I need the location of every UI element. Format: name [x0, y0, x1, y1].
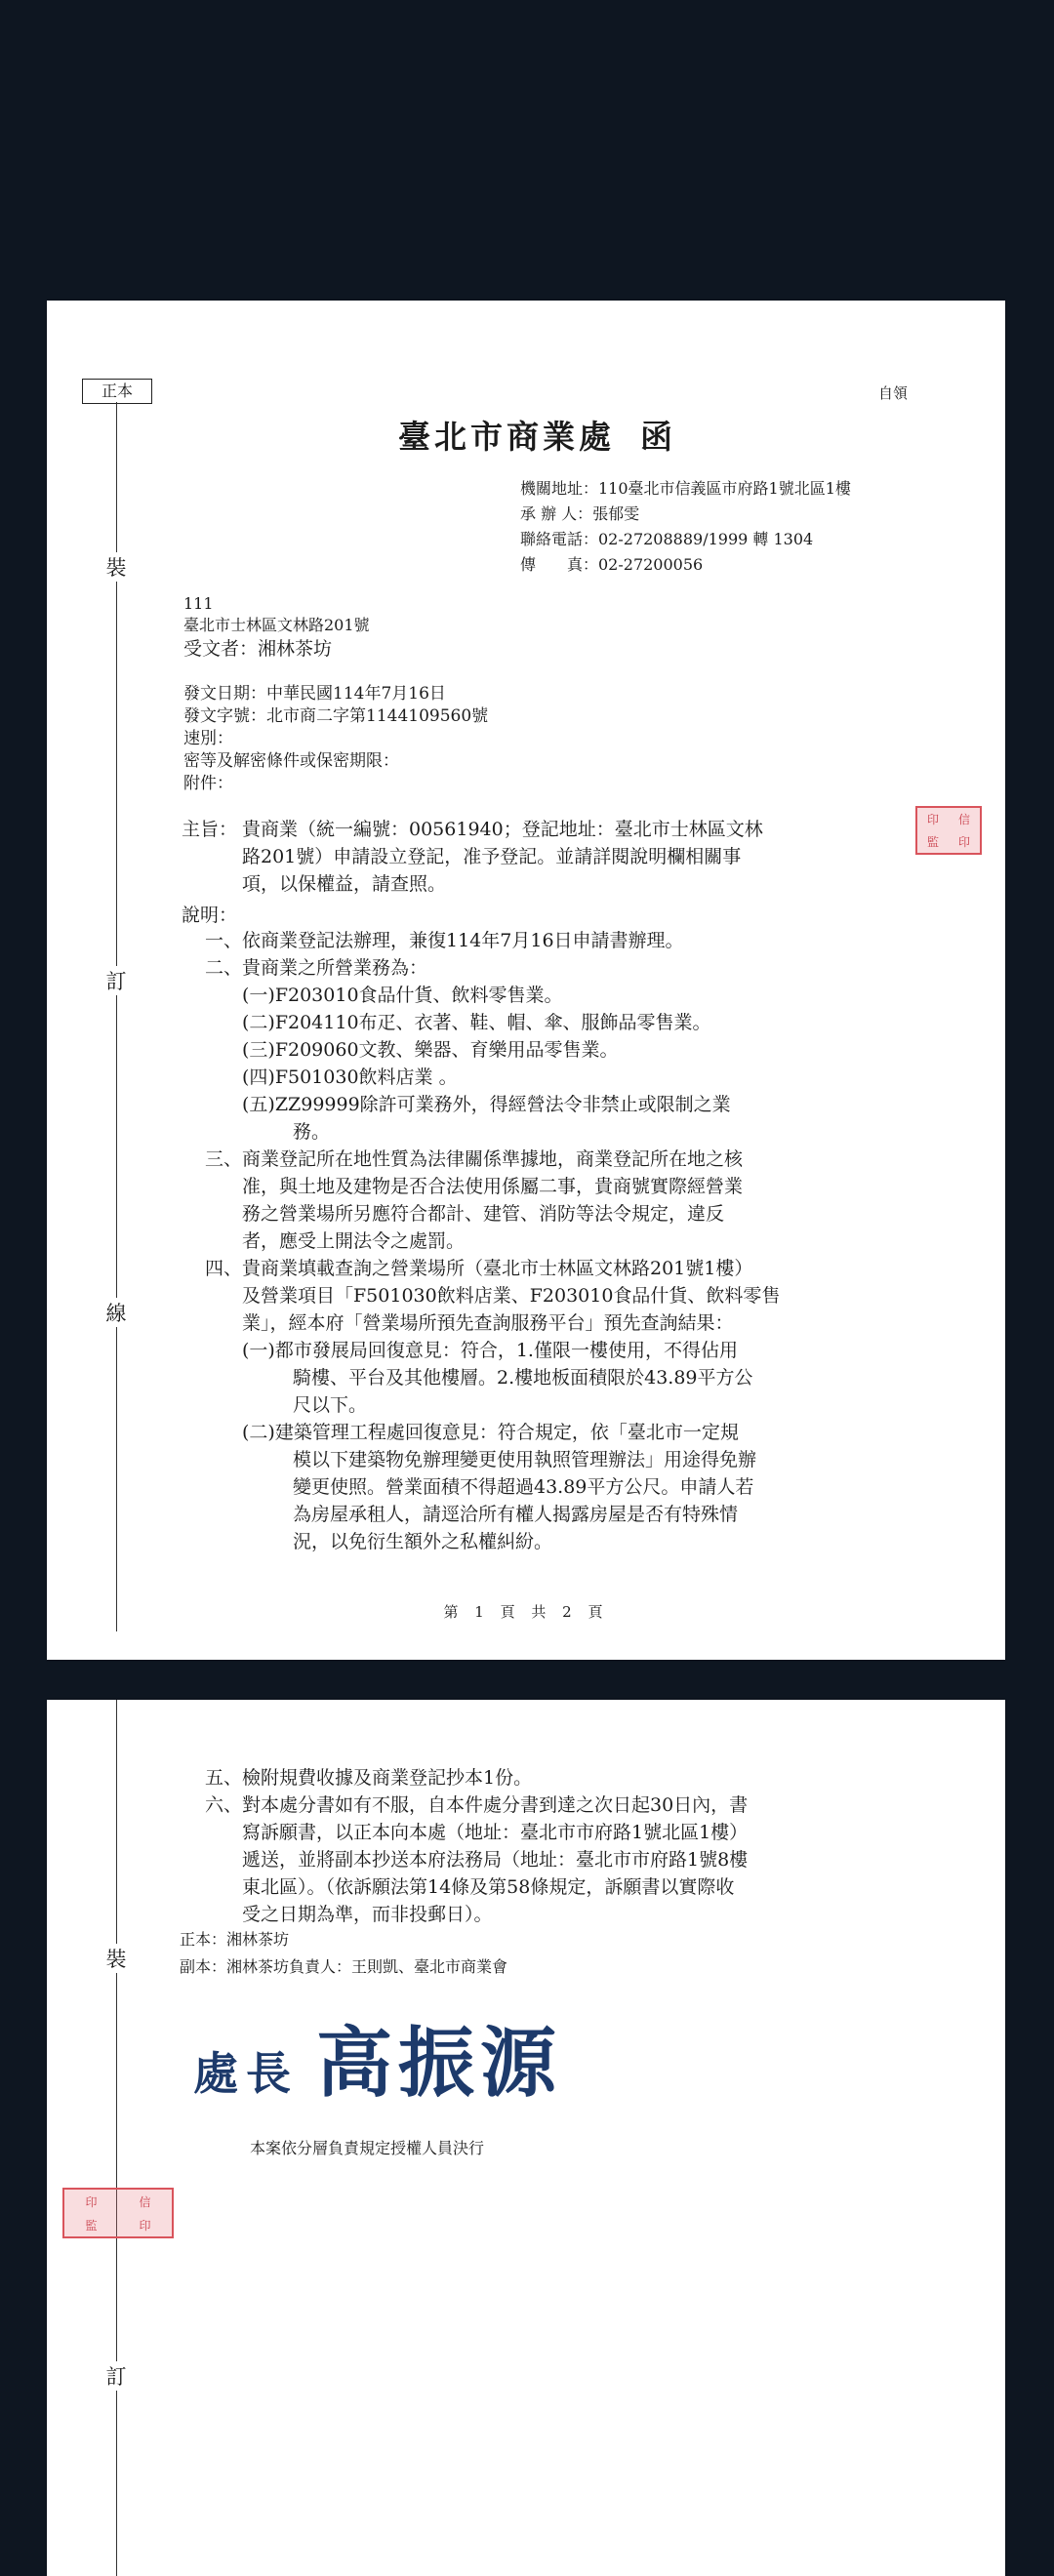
document-meta — [183, 683, 488, 795]
explanation-line: 務。 — [293, 1121, 331, 1143]
explanation-line: (一)都市發展局回復意見：符合，1.僅限一樓使用，不得佔用 — [242, 1340, 738, 1361]
signature-name: 高振源 — [316, 2019, 563, 2108]
document-title — [398, 412, 676, 458]
subject-text — [242, 816, 763, 898]
document-page-2 — [47, 1700, 1005, 2576]
binding-mark-zhuang: 裝 — [101, 1944, 132, 1973]
subject-line: 貴商業（統一編號：00561940；登記地址：臺北市士林區文林 — [242, 819, 763, 840]
binding-mark-zhuang: 裝 — [101, 552, 132, 582]
original-recipient: 正本：湘林茶坊 — [180, 1930, 290, 1949]
explanation-line: (二)F204110布疋、衣著、鞋、帽、傘、服飾品零售業。 — [242, 1012, 711, 1033]
explanation-label: 說明： — [182, 905, 238, 926]
copy-recipients: 副本：湘林茶坊負責人：王則凱、臺北市商業會 — [180, 1957, 508, 1976]
agency-info — [520, 476, 851, 578]
explanation-line: 變更使照。營業面積不得超過43.89平方公尺。申請人若 — [293, 1476, 754, 1498]
explanation-line: 寫訴願書，以正本向本處（地址：臺北市市府路1號北區1樓） — [242, 1822, 749, 1843]
explanation-line: 及營業項目「F501030飲料店業、F203010食品什貨、飲料零售 — [242, 1285, 781, 1307]
case-officer: 承 辦 人：張郁雯 — [520, 504, 640, 523]
page-number: 第 1 頁 共 2 頁 — [443, 1603, 609, 1621]
agency-name: 臺北市商業處 — [398, 418, 615, 456]
explanation-line: 五、檢附規費收據及商業登記抄本1份。 — [205, 1767, 533, 1789]
explanation-line: 尺以下。 — [293, 1394, 368, 1416]
delegation-note: 本案依分層負責規定授權人員決行 — [250, 2139, 485, 2157]
explanation-line: 三、商業登記所在地性質為法律關係準據地，商業登記所在地之核 — [205, 1148, 744, 1170]
explanation-line: 模以下建築物免辦理變更使用執照管理辦法」用途得免辦 — [293, 1449, 757, 1470]
explanation-line: 一、依商業登記法辦理，兼復114年7月16日申請書辦理。 — [205, 930, 684, 951]
explanation-line: (四)F501030飲料店業 。 — [242, 1067, 458, 1088]
contact-phone: 聯絡電話：02-27208889/1999 轉 1304 — [520, 530, 814, 548]
urgency: 速別： — [183, 729, 233, 748]
self-collect-label: 自領 — [877, 384, 908, 402]
document-number: 發文字號：北市商二字第1144109560號 — [183, 706, 489, 726]
binding-mark-ding: 訂 — [101, 2361, 132, 2391]
explanation-line: 受之日期為準，而非投郵日）。 — [242, 1904, 493, 1925]
issue-date: 發文日期：中華民國114年7月16日 — [183, 684, 446, 704]
explanation-line: 准，與土地及建物是否合法使用係屬二事，貴商號實際經營業 — [242, 1176, 744, 1197]
agency-address: 機關地址：110臺北市信義區市府路1號北區1樓 — [520, 479, 851, 498]
explanation-line: 六、對本處分書如有不服，自本件處分書到達之次日起30日內，書 — [205, 1794, 749, 1816]
seal-stamp: 印 信 監 印 — [915, 806, 982, 855]
recipient-block — [183, 593, 370, 662]
binding-mark-ding: 訂 — [101, 966, 132, 995]
recipient-address: 臺北市士林區文林路201號 — [183, 616, 370, 634]
confidentiality: 密等及解密條件或保密期限： — [183, 751, 399, 771]
binding-line — [116, 1700, 117, 2576]
subject-line: 路201號）申請設立登記，准予登記。並請詳閱說明欄相關事 — [242, 846, 742, 867]
attachments: 附件： — [183, 774, 233, 793]
explanation-line: 者，應受上開法令之處罰。 — [242, 1230, 466, 1252]
explanation-line: 為房屋承租人，請逕洽所有權人揭露房屋是否有特殊情 — [293, 1504, 739, 1525]
signature-block — [193, 2002, 562, 2112]
explanation-line: 四、貴商業填載查詢之營業場所（臺北市士林區文林路201號1樓） — [205, 1258, 753, 1279]
explanation-line: (一)F203010食品什貨、飲料零售業。 — [242, 985, 563, 1006]
explanation-line: 務之營業場所另應符合都計、建管、消防等法令規定，違反 — [242, 1203, 725, 1225]
explanation-line: 騎樓、平台及其他樓層。2.樓地板面積限於43.89平方公 — [293, 1367, 753, 1389]
recipient-name: 受文者：湘林茶坊 — [183, 638, 333, 660]
explanation-line: (二)建築管理工程處回復意見：符合規定，依「臺北市一定規 — [242, 1422, 739, 1443]
distribution — [180, 1926, 507, 1981]
zip-code: 111 — [183, 594, 214, 613]
subject-label: 主旨： — [182, 819, 238, 840]
explanation-line: 遞送，並將副本抄送本府法務局（地址：臺北市市府路1號8樓 — [242, 1849, 749, 1871]
explanation-list-continued — [205, 1764, 748, 1928]
subject-line: 項，以保權益，請查照。 — [242, 873, 447, 895]
seal-stamp: 印 信 監 印 — [62, 2188, 174, 2238]
original-copy-box: 正本 — [82, 379, 152, 404]
explanation-line: 況，以免衍生額外之私權糾紛。 — [293, 1531, 553, 1552]
explanation-line: 二、貴商業之所營業務為： — [205, 957, 428, 979]
document-page-1 — [47, 301, 1005, 1660]
document-type: 函 — [640, 418, 676, 456]
explanation-list — [182, 927, 780, 1555]
explanation-line: (三)F209060文教、樂器、育樂用品零售業。 — [242, 1039, 619, 1061]
fax-number: 傳 真：02-27200056 — [520, 555, 704, 574]
explanation-line: (五)ZZ99999除許可業務外，得經營法令非禁止或限制之業 — [242, 1094, 731, 1115]
binding-mark-xian: 線 — [101, 1298, 132, 1327]
signature-title: 處長 — [193, 2047, 299, 2100]
binding-line — [116, 402, 117, 1631]
explanation-line: 東北區）。（依訴願法第14條及第58條規定，訴願書以實際收 — [242, 1876, 735, 1898]
explanation-line: 業」，經本府「營業場所預先查詢服務平台」預先查詢結果： — [242, 1312, 734, 1334]
